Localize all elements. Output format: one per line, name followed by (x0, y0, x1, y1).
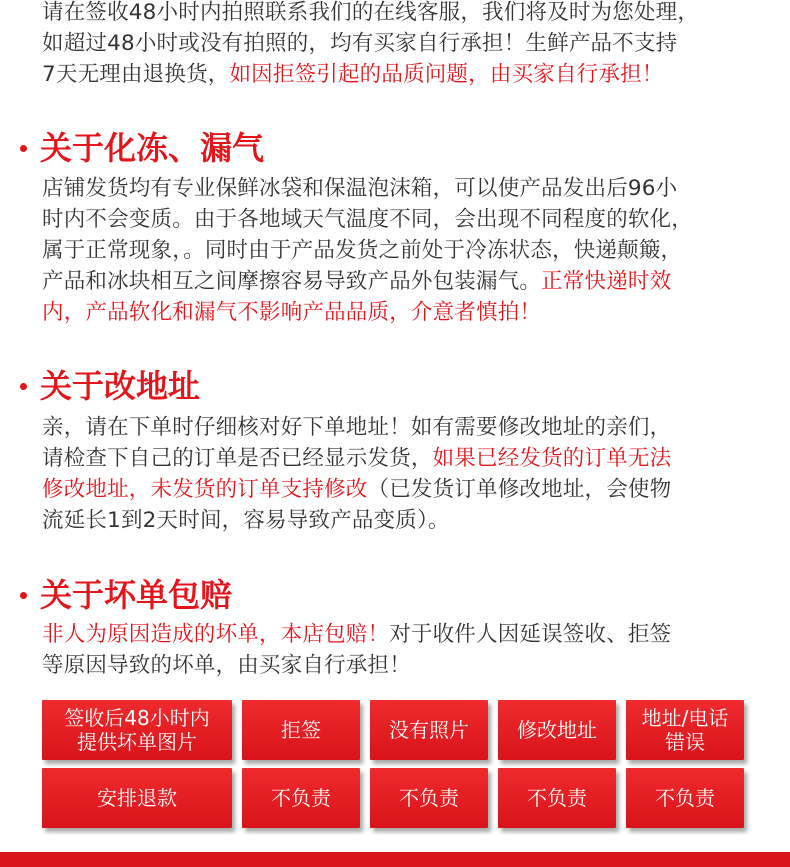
table-result-cell: 不负责 (242, 768, 360, 828)
text-line (42, 173, 762, 204)
highlight-text: 如因拒签引起的品质问题，由买家自行承担！ (229, 62, 664, 87)
thaw-leak-title: 关于化冻、漏气 (40, 129, 265, 167)
damage-compensation-text (42, 619, 762, 681)
text-line (42, 505, 762, 536)
bullet-icon (20, 383, 27, 390)
table-result-cell: 不负责 (370, 768, 488, 828)
table-result-cell: 不负责 (626, 768, 744, 828)
responsibility-table (42, 700, 744, 828)
table-result-cell: 安排退款 (42, 768, 232, 828)
body-text: 亲，请在下单时仔细核对好下单地址！如有需要修改地址的亲们， (42, 415, 672, 440)
table-header-cell: 地址/电话 错误 (626, 700, 744, 760)
body-text: 时内不会变质。由于各地域天气温度不同，会出现不同程度的软化， (42, 207, 694, 232)
body-text: 店铺发货均有专业保鲜冰袋和保温泡沫箱，可以使产品发出后96小 (42, 176, 678, 201)
table-result-cell: 不负责 (498, 768, 616, 828)
highlight-text: 非人为原因造成的坏单，本店包赔！ (42, 622, 390, 647)
footer-bar (0, 852, 790, 867)
text-line (42, 28, 762, 59)
text-line (42, 474, 762, 505)
highlight-text: 内，产品软化和漏气不影响产品品质，介意者慎拍！ (42, 300, 542, 325)
text-line (42, 0, 762, 28)
sign-policy-text (42, 0, 762, 90)
thaw-leak-heading (20, 128, 264, 168)
text-line (42, 266, 762, 297)
text-line (42, 619, 762, 650)
highlight-text: 如果已经发货的订单无法 (432, 446, 672, 471)
text-line (42, 204, 762, 235)
change-address-heading (20, 366, 200, 406)
table-header-cell: 没有照片 (370, 700, 488, 760)
body-text: （已发货订单修改地址，会使物 (367, 477, 672, 502)
table-header-cell: 拒签 (242, 700, 360, 760)
table-header-cell: 修改地址 (498, 700, 616, 760)
change-address-title: 关于改地址 (40, 367, 201, 405)
table-header-cell: 签收后48小时内 提供坏单图片 (42, 700, 232, 760)
body-text: 产品和冰块相互之间摩擦容易导致产品外包装漏气。 (42, 269, 542, 294)
body-text: 流延长1到2天时间，容易导致产品变质）。 (42, 508, 450, 533)
body-text: 对于收件人因延误签收、拒签 (389, 622, 672, 647)
change-address-text (42, 412, 762, 536)
bullet-icon (20, 145, 27, 152)
text-line (42, 412, 762, 443)
damage-compensation-heading (20, 575, 232, 615)
text-line (42, 443, 762, 474)
bullet-icon (20, 592, 27, 599)
body-text: 7天无理由退换货， (42, 62, 230, 87)
text-line (42, 297, 762, 328)
highlight-text: 修改地址，未发货的订单支持修改 (42, 477, 368, 502)
damage-compensation-title: 关于坏单包赔 (40, 576, 233, 614)
thaw-leak-text (42, 173, 762, 328)
text-line (42, 59, 762, 90)
text-line (42, 650, 762, 681)
body-text: 请在签收48小时内拍照联系我们的在线客服，我们将及时为您处理， (42, 0, 700, 25)
highlight-text: 正常快递时效 (541, 269, 672, 294)
body-text: 属于正常现象，。同时由于产品发货之前处于冷冻状态，快递颠簸， (42, 238, 683, 263)
body-text: 等原因导致的坏单，由买家自行承担！ (42, 653, 411, 678)
body-text: 如超过48小时或没有拍照的，均有买家自行承担！生鲜产品不支持 (42, 31, 678, 56)
text-line (42, 235, 762, 266)
body-text: 请检查下自己的订单是否已经显示发货， (42, 446, 433, 471)
